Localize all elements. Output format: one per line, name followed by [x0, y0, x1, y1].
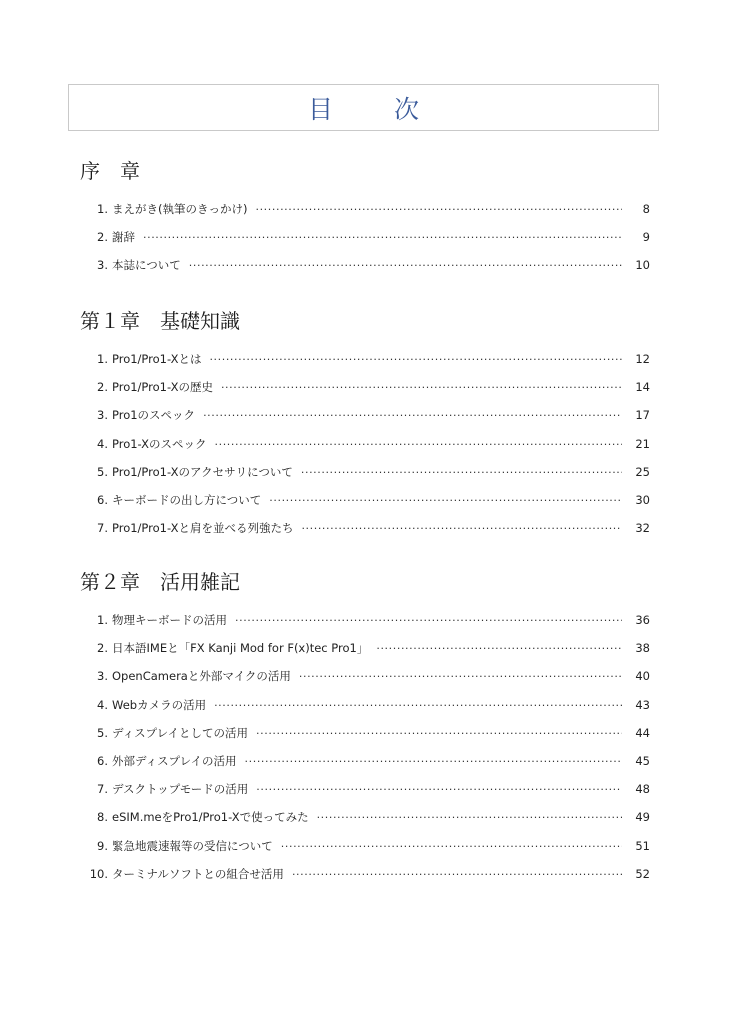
toc-entry[interactable] — [80, 401, 660, 429]
dot-leader — [317, 804, 622, 832]
entry-number: 9. — [97, 838, 108, 853]
entry-page-number: 40 — [635, 669, 650, 684]
dot-leader — [269, 487, 622, 515]
toc-entry[interactable] — [80, 634, 660, 662]
chapter-1-basics — [80, 307, 660, 542]
toc-entry[interactable] — [80, 775, 660, 803]
toc-entry[interactable] — [80, 373, 660, 401]
toc-entry[interactable] — [80, 747, 660, 775]
dot-leader — [209, 346, 622, 374]
toc-entry[interactable] — [80, 251, 660, 279]
entry-number: 4. — [97, 436, 108, 451]
entry-number: 6. — [97, 492, 108, 507]
chapter-heading: 序 章 — [80, 159, 140, 183]
dot-leader — [189, 252, 622, 280]
entry-page-number: 38 — [635, 641, 650, 656]
dot-leader — [214, 692, 622, 720]
entry-title: 日本語IMEと「FX Kanji Mod for F(x)tec Pro1」 — [112, 641, 369, 656]
entry-page-number: 49 — [635, 810, 650, 825]
dot-leader — [221, 374, 622, 402]
dot-leader — [245, 748, 622, 776]
dot-leader — [299, 663, 622, 691]
entry-page-number: 45 — [635, 753, 650, 768]
entry-number: 7. — [97, 782, 108, 797]
entry-title: Pro1のスペック — [112, 408, 196, 423]
entry-page-number: 10 — [635, 258, 650, 273]
entry-number: 1. — [97, 613, 108, 627]
entry-title: Webカメラの活用 — [112, 697, 207, 712]
entry-number: 2. — [97, 380, 108, 395]
chapter-heading: 第２章 活用雑記 — [80, 570, 240, 594]
entry-number: 3. — [97, 258, 108, 273]
toc-entry[interactable] — [80, 719, 660, 747]
entry-title: キーボードの出し方について — [112, 492, 262, 507]
entry-title: Pro1/Pro1-Xのアクセサリについて — [112, 464, 293, 479]
toc-entry[interactable] — [80, 223, 660, 251]
entry-title: Pro1/Pro1-Xの歴史 — [112, 380, 213, 395]
entry-page-number: 51 — [635, 838, 650, 853]
toc-entry[interactable] — [80, 514, 660, 542]
entry-page-number: 8 — [642, 202, 650, 216]
entry-title: eSIM.meをPro1/Pro1-Xで使ってみた — [112, 810, 309, 825]
chapter-heading: 第１章 基礎知識 — [80, 309, 240, 333]
dot-leader — [255, 196, 622, 224]
entry-number: 3. — [97, 408, 108, 423]
entry-title: OpenCameraと外部マイクの活用 — [112, 669, 291, 684]
entry-list — [80, 195, 660, 280]
dot-leader — [301, 459, 622, 487]
entry-page-number: 12 — [635, 352, 650, 366]
entry-page-number: 17 — [635, 408, 650, 423]
dot-leader — [301, 515, 622, 543]
dot-leader — [292, 861, 622, 889]
toc-entry[interactable] — [80, 458, 660, 486]
entry-title: ディスプレイとしての活用 — [112, 725, 249, 740]
toc-entry[interactable] — [80, 803, 660, 831]
entry-title: Pro1-Xのスペック — [112, 436, 207, 451]
entry-title: まえがき(執筆のきっかけ) — [112, 202, 248, 216]
dot-leader — [215, 431, 622, 459]
entry-title: 外部ディスプレイの活用 — [112, 753, 237, 768]
dot-leader — [256, 776, 622, 804]
toc-entry[interactable] — [80, 345, 660, 373]
entry-number: 1. — [97, 202, 108, 216]
dot-leader — [143, 224, 622, 252]
entry-title: 物理キーボードの活用 — [112, 613, 227, 627]
toc-title-box — [68, 84, 659, 131]
entry-page-number: 52 — [635, 866, 650, 881]
entry-page-number: 44 — [635, 725, 650, 740]
toc-title: 目 次 — [307, 94, 437, 124]
toc-entry[interactable] — [80, 662, 660, 690]
dot-leader — [256, 720, 622, 748]
entry-title: Pro1/Pro1-Xと肩を並べる列強たち — [112, 521, 294, 536]
entry-number: 4. — [97, 697, 108, 712]
dot-leader — [235, 607, 622, 635]
entry-page-number: 30 — [635, 492, 650, 507]
entry-title: Pro1/Pro1-Xとは — [112, 352, 202, 366]
entry-title: 本誌について — [112, 258, 181, 273]
entry-page-number: 48 — [635, 782, 650, 797]
entry-page-number: 25 — [635, 464, 650, 479]
entry-number: 10. — [89, 866, 108, 881]
entry-list — [80, 606, 660, 888]
toc-entry[interactable] — [80, 832, 660, 860]
entry-page-number: 36 — [635, 613, 650, 627]
dot-leader — [203, 402, 622, 430]
entry-page-number: 14 — [635, 380, 650, 395]
dot-leader — [376, 635, 622, 663]
entry-number: 8. — [97, 810, 108, 825]
dot-leader — [281, 833, 622, 861]
toc-entry[interactable] — [80, 606, 660, 634]
entry-number: 7. — [97, 521, 108, 536]
toc-entry[interactable] — [80, 691, 660, 719]
toc-entry[interactable] — [80, 486, 660, 514]
entry-page-number: 21 — [635, 436, 650, 451]
entry-number: 5. — [97, 464, 108, 479]
entry-page-number: 9 — [642, 230, 650, 245]
entry-list — [80, 345, 660, 542]
entry-page-number: 43 — [635, 697, 650, 712]
chapter-2-usage-notes — [80, 568, 660, 888]
toc-entry[interactable] — [80, 195, 660, 223]
entry-title: 謝辞 — [112, 230, 135, 245]
entry-title: デスクトップモードの活用 — [112, 782, 249, 797]
entry-number: 3. — [97, 669, 108, 684]
entry-number: 1. — [97, 352, 108, 366]
entry-number: 5. — [97, 725, 108, 740]
entry-title: 緊急地震速報等の受信について — [112, 838, 273, 853]
entry-number: 2. — [97, 230, 108, 245]
entry-number: 2. — [97, 641, 108, 656]
chapter-prologue — [80, 157, 660, 280]
entry-number: 6. — [97, 753, 108, 768]
toc-entry[interactable] — [80, 430, 660, 458]
entry-page-number: 32 — [635, 521, 650, 536]
entry-title: ターミナルソフトとの組合せ活用 — [112, 866, 284, 881]
toc-entry[interactable] — [80, 860, 660, 888]
